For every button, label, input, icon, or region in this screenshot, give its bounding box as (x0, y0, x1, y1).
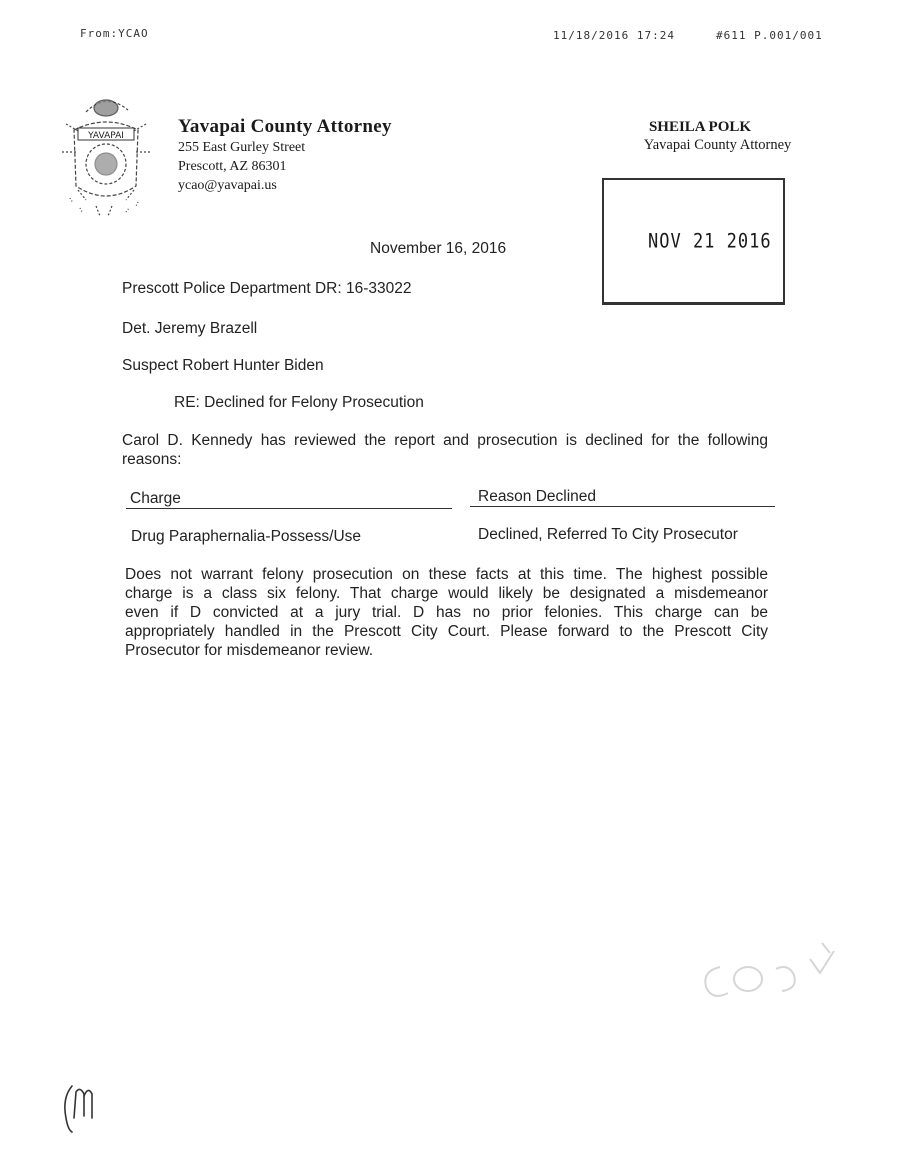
charge-header-rule (126, 508, 452, 509)
received-stamp (602, 178, 785, 305)
fax-sender: From:YCAO (80, 27, 149, 40)
handwritten-initial-icon (58, 1078, 108, 1138)
faint-copy-stamp-icon (690, 935, 850, 1015)
paragraph-line: appropriately handled in the Prescott City Court. Please forward to the Prescott City (125, 623, 768, 640)
reason-header: Reason Declined (478, 488, 597, 505)
county-seal-icon (56, 94, 156, 224)
intro-line: reasons: (122, 451, 182, 468)
attorney-name: SHEILA POLK (648, 119, 752, 135)
fax-datetime: 11/18/2016 17:24 (553, 29, 675, 42)
paragraph-line: Prosecutor for misdemeanor review. (125, 642, 374, 659)
paragraph-line: Does not warrant felony prosecution on these facts at this time. The highest possible (125, 566, 768, 583)
suspect-line: Suspect Robert Hunter Biden (122, 357, 324, 374)
office-name: Yavapai County Attorney (178, 116, 392, 137)
intro-line: Carol D. Kennedy has reviewed the report and prosecution is declined for the following (122, 432, 768, 449)
explanation-paragraph (125, 565, 768, 660)
letter-date: November 16, 2016 (370, 240, 507, 257)
intro-paragraph (122, 431, 768, 469)
detective-line: Det. Jeremy Brazell (122, 320, 258, 337)
reason-value: Declined, Referred To City Prosecutor (478, 526, 738, 543)
re-line: RE: Declined for Felony Prosecution (174, 394, 424, 411)
attorney-title: Yavapai County Attorney (643, 137, 792, 153)
police-dr-line: Prescott Police Department DR: 16-33022 (122, 280, 412, 297)
office-email: ycao@yavapai.us (178, 178, 277, 193)
office-address-street: 255 East Gurley Street (178, 140, 306, 155)
reason-header-rule (470, 506, 775, 507)
office-address-city: Prescott, AZ 86301 (178, 159, 287, 174)
paragraph-line: even if D convicted at a jury trial. D has no prior felonies. This charge can be (125, 604, 768, 621)
seal-text: YAVAPAI (88, 131, 124, 141)
stamp-date: NOV 21 2016 (648, 230, 772, 253)
charge-header: Charge (130, 490, 181, 507)
charge-value: Drug Paraphernalia-Possess/Use (131, 528, 362, 545)
paragraph-line: charge is a class six felony. That charge would likely be designated a misdemeanor (125, 585, 768, 602)
fax-page-number: #611 P.001/001 (716, 29, 823, 42)
